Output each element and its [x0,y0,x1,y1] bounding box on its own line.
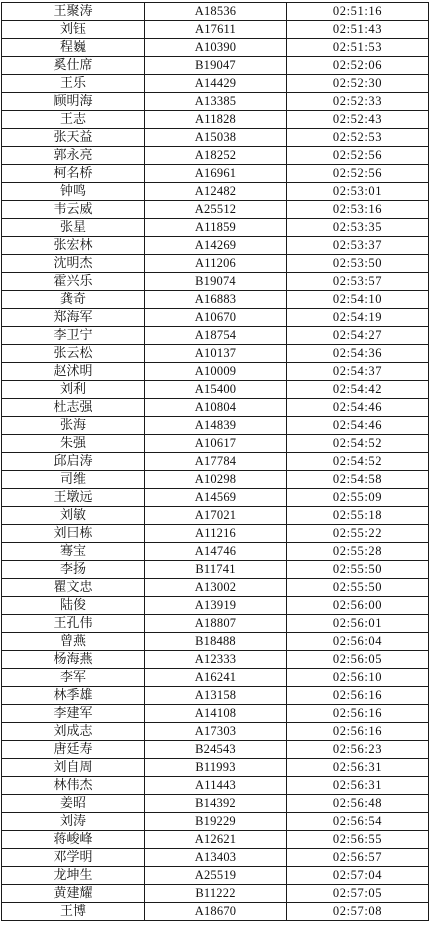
bib-number-cell: A17303 [145,723,287,741]
bib-number-cell: A10298 [145,471,287,489]
finish-time-cell: 02:52:43 [287,111,429,129]
finish-time-cell: 02:56:31 [287,777,429,795]
bib-number-cell: A11216 [145,525,287,543]
bib-number-cell: A15400 [145,381,287,399]
runner-name-cell: 刘成志 [2,723,145,741]
table-row [2,39,429,57]
table-row [2,813,429,831]
table-row [2,111,429,129]
runner-name-cell: 瞿文忠 [2,579,145,597]
bib-number-cell: A11206 [145,255,287,273]
table-row [2,309,429,327]
table-row [2,147,429,165]
bib-number-cell: B11993 [145,759,287,777]
bib-number-cell: A11443 [145,777,287,795]
runner-name-cell: 刘涛 [2,813,145,831]
runner-name-cell: 刘自周 [2,759,145,777]
finish-time-cell: 02:56:01 [287,615,429,633]
table-row [2,759,429,777]
table-row [2,597,429,615]
finish-time-cell: 02:52:53 [287,129,429,147]
bib-number-cell: B14392 [145,795,287,813]
table-row [2,633,429,651]
runner-name-cell: 王博 [2,903,145,921]
finish-time-cell: 02:52:30 [287,75,429,93]
finish-time-cell: 02:55:09 [287,489,429,507]
table-row [2,381,429,399]
runner-name-cell: 霍兴乐 [2,273,145,291]
bib-number-cell: B19047 [145,57,287,75]
runner-name-cell: 张宏林 [2,237,145,255]
finish-time-cell: 02:52:56 [287,147,429,165]
bib-number-cell: A11828 [145,111,287,129]
table-row [2,273,429,291]
runner-name-cell: 司维 [2,471,145,489]
table-row [2,867,429,885]
finish-time-cell: 02:56:54 [287,813,429,831]
bib-number-cell: A16961 [145,165,287,183]
table-row [2,561,429,579]
table-row [2,399,429,417]
table-row [2,57,429,75]
finish-time-cell: 02:53:16 [287,201,429,219]
table-row [2,165,429,183]
results-table-body [2,3,429,921]
table-row [2,129,429,147]
table-row [2,795,429,813]
finish-time-cell: 02:56:05 [287,651,429,669]
finish-time-cell: 02:55:28 [287,543,429,561]
runner-name-cell: 张海 [2,417,145,435]
finish-time-cell: 02:53:37 [287,237,429,255]
table-row [2,831,429,849]
finish-time-cell: 02:56:23 [287,741,429,759]
bib-number-cell: A13385 [145,93,287,111]
runner-name-cell: 郭永亮 [2,147,145,165]
table-row [2,579,429,597]
bib-number-cell: A17611 [145,21,287,39]
runner-name-cell: 陆俊 [2,597,145,615]
bib-number-cell: B24543 [145,741,287,759]
bib-number-cell: A14839 [145,417,287,435]
runner-name-cell: 赵沭明 [2,363,145,381]
bib-number-cell: A14108 [145,705,287,723]
runner-name-cell: 张星 [2,219,145,237]
runner-name-cell: 顾明海 [2,93,145,111]
finish-time-cell: 02:54:27 [287,327,429,345]
table-row [2,705,429,723]
runner-name-cell: 龙坤生 [2,867,145,885]
bib-number-cell: A18670 [145,903,287,921]
finish-time-cell: 02:55:50 [287,561,429,579]
table-row [2,525,429,543]
bib-number-cell: A13002 [145,579,287,597]
runner-name-cell: 刘敏 [2,507,145,525]
finish-time-cell: 02:53:57 [287,273,429,291]
bib-number-cell: A15038 [145,129,287,147]
runner-name-cell: 姜昭 [2,795,145,813]
finish-time-cell: 02:57:04 [287,867,429,885]
table-row [2,669,429,687]
finish-time-cell: 02:51:16 [287,3,429,21]
runner-name-cell: 唐廷寿 [2,741,145,759]
finish-time-cell: 02:54:37 [287,363,429,381]
bib-number-cell: B11222 [145,885,287,903]
finish-time-cell: 02:54:46 [287,417,429,435]
finish-time-cell: 02:54:19 [287,309,429,327]
results-table [1,2,429,921]
bib-number-cell: A17021 [145,507,287,525]
finish-time-cell: 02:52:06 [287,57,429,75]
finish-time-cell: 02:54:46 [287,399,429,417]
finish-time-cell: 02:56:10 [287,669,429,687]
table-row [2,345,429,363]
finish-time-cell: 02:56:55 [287,831,429,849]
finish-time-cell: 02:54:52 [287,453,429,471]
table-row [2,291,429,309]
finish-time-cell: 02:56:04 [287,633,429,651]
finish-time-cell: 02:51:43 [287,21,429,39]
table-row [2,903,429,921]
table-row [2,3,429,21]
bib-number-cell: A25519 [145,867,287,885]
runner-name-cell: 刘曰栋 [2,525,145,543]
table-row [2,327,429,345]
bib-number-cell: A14429 [145,75,287,93]
table-row [2,75,429,93]
finish-time-cell: 02:53:01 [287,183,429,201]
runner-name-cell: 韦云威 [2,201,145,219]
bib-number-cell: A18807 [145,615,287,633]
runner-name-cell: 刘钰 [2,21,145,39]
runner-name-cell: 王孔伟 [2,615,145,633]
bib-number-cell: A11859 [145,219,287,237]
runner-name-cell: 林伟杰 [2,777,145,795]
runner-name-cell: 王聚涛 [2,3,145,21]
runner-name-cell: 龚奇 [2,291,145,309]
bib-number-cell: A14569 [145,489,287,507]
finish-time-cell: 02:55:50 [287,579,429,597]
runner-name-cell: 骞宝 [2,543,145,561]
finish-time-cell: 02:54:36 [287,345,429,363]
table-row [2,237,429,255]
table-row [2,183,429,201]
bib-number-cell: A12333 [145,651,287,669]
runner-name-cell: 柯名桥 [2,165,145,183]
runner-name-cell: 程巍 [2,39,145,57]
table-row [2,435,429,453]
finish-time-cell: 02:52:56 [287,165,429,183]
runner-name-cell: 李军 [2,669,145,687]
runner-name-cell: 林季雄 [2,687,145,705]
runner-name-cell: 钟鸣 [2,183,145,201]
bib-number-cell: A16883 [145,291,287,309]
table-row [2,777,429,795]
runner-name-cell: 李建军 [2,705,145,723]
table-row [2,723,429,741]
runner-name-cell: 王志 [2,111,145,129]
runner-name-cell: 奚仕席 [2,57,145,75]
finish-time-cell: 02:52:33 [287,93,429,111]
runner-name-cell: 郑海军 [2,309,145,327]
finish-time-cell: 02:54:42 [287,381,429,399]
table-row [2,255,429,273]
runner-name-cell: 邱启涛 [2,453,145,471]
bib-number-cell: A17784 [145,453,287,471]
bib-number-cell: A10804 [145,399,287,417]
runner-name-cell: 杨海燕 [2,651,145,669]
bib-number-cell: A18536 [145,3,287,21]
bib-number-cell: A10390 [145,39,287,57]
runner-name-cell: 邓学明 [2,849,145,867]
table-row [2,363,429,381]
bib-number-cell: A25512 [145,201,287,219]
table-row [2,615,429,633]
runner-name-cell: 朱强 [2,435,145,453]
bib-number-cell: A12482 [145,183,287,201]
bib-number-cell: A13919 [145,597,287,615]
finish-time-cell: 02:56:31 [287,759,429,777]
runner-name-cell: 张云松 [2,345,145,363]
table-row [2,471,429,489]
runner-name-cell: 张天益 [2,129,145,147]
table-row [2,651,429,669]
bib-number-cell: B18488 [145,633,287,651]
bib-number-cell: B19229 [145,813,287,831]
bib-number-cell: A16241 [145,669,287,687]
bib-number-cell: B11741 [145,561,287,579]
finish-time-cell: 02:54:10 [287,291,429,309]
table-row [2,543,429,561]
bib-number-cell: A14746 [145,543,287,561]
finish-time-cell: 02:54:58 [287,471,429,489]
finish-time-cell: 02:56:57 [287,849,429,867]
finish-time-cell: 02:55:22 [287,525,429,543]
bib-number-cell: B19074 [145,273,287,291]
runner-name-cell: 王墩远 [2,489,145,507]
finish-time-cell: 02:51:53 [287,39,429,57]
table-row [2,687,429,705]
bib-number-cell: A18754 [145,327,287,345]
table-row [2,21,429,39]
table-row [2,417,429,435]
finish-time-cell: 02:57:05 [287,885,429,903]
table-row [2,885,429,903]
finish-time-cell: 02:56:16 [287,723,429,741]
runner-name-cell: 杜志强 [2,399,145,417]
runner-name-cell: 王乐 [2,75,145,93]
finish-time-cell: 02:55:18 [287,507,429,525]
bib-number-cell: A18252 [145,147,287,165]
bib-number-cell: A10137 [145,345,287,363]
finish-time-cell: 02:53:35 [287,219,429,237]
bib-number-cell: A14269 [145,237,287,255]
finish-time-cell: 02:56:16 [287,687,429,705]
runner-name-cell: 蒋峻峰 [2,831,145,849]
bib-number-cell: A10617 [145,435,287,453]
finish-time-cell: 02:57:08 [287,903,429,921]
finish-time-cell: 02:56:48 [287,795,429,813]
bib-number-cell: A13403 [145,849,287,867]
bib-number-cell: A13158 [145,687,287,705]
table-row [2,219,429,237]
runner-name-cell: 李扬 [2,561,145,579]
finish-time-cell: 02:53:50 [287,255,429,273]
table-row [2,741,429,759]
table-row [2,201,429,219]
runner-name-cell: 沈明杰 [2,255,145,273]
bib-number-cell: A10009 [145,363,287,381]
bib-number-cell: A10670 [145,309,287,327]
finish-time-cell: 02:56:00 [287,597,429,615]
finish-time-cell: 02:54:52 [287,435,429,453]
runner-name-cell: 李卫宁 [2,327,145,345]
runner-name-cell: 刘利 [2,381,145,399]
table-row [2,849,429,867]
runner-name-cell: 黄建耀 [2,885,145,903]
table-row [2,489,429,507]
table-row [2,453,429,471]
table-row [2,507,429,525]
bib-number-cell: A12621 [145,831,287,849]
finish-time-cell: 02:56:16 [287,705,429,723]
runner-name-cell: 曾燕 [2,633,145,651]
table-row [2,93,429,111]
